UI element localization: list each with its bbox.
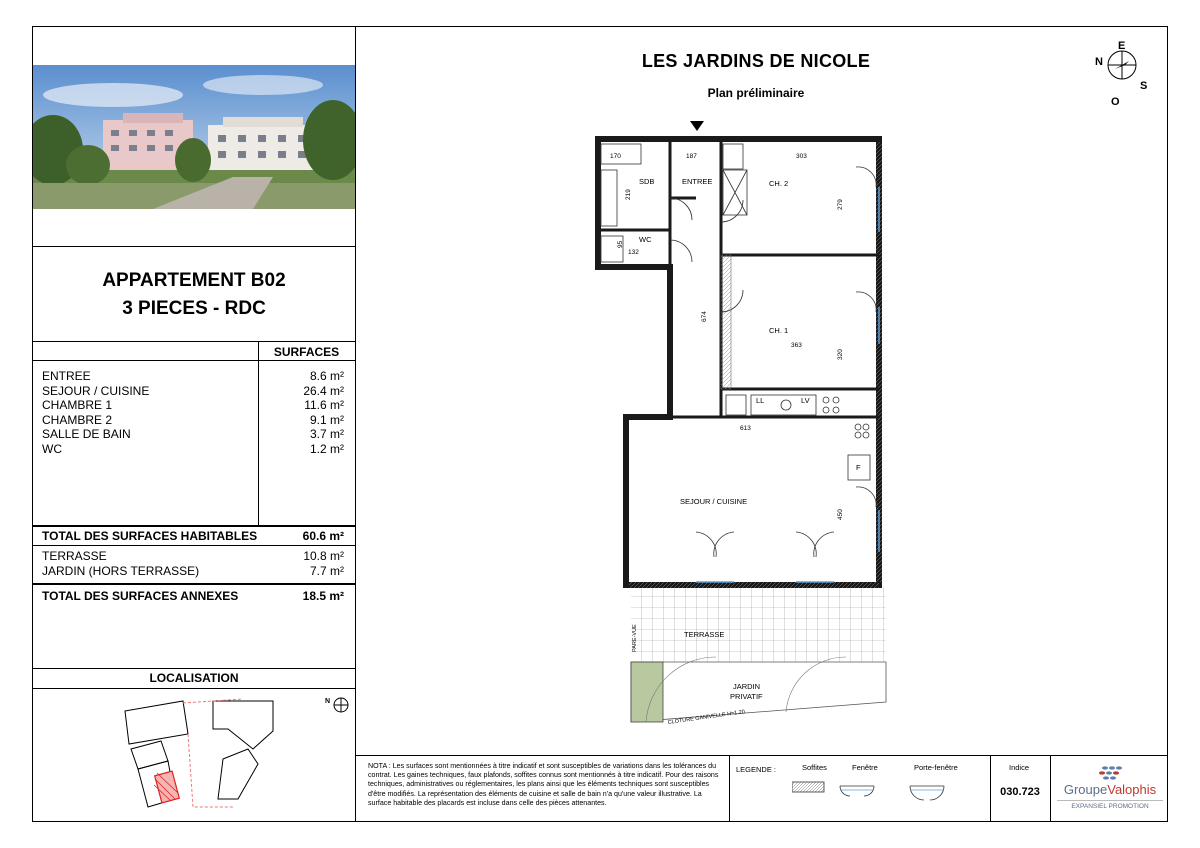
room-label-sejour: SEJOUR / CUISINE xyxy=(680,497,748,506)
room-label-jardin: JARDIN xyxy=(733,682,761,691)
apartment-description: 3 PIECES - RDC xyxy=(122,298,266,319)
list-item: CHAMBRE 1 11.6 m² xyxy=(42,398,344,413)
apartment-title xyxy=(33,267,355,323)
total-annexes: TOTAL DES SURFACES ANNEXES 18.5 m² xyxy=(42,589,344,603)
soffites-symbol xyxy=(792,782,824,792)
legend-soffites: Soffites xyxy=(802,763,827,772)
list-item: SALLE DE BAIN 3.7 m² xyxy=(42,427,344,442)
brand-logo xyxy=(1050,756,1167,822)
legend-footer xyxy=(356,755,1167,821)
dimension-219: 219 xyxy=(625,189,632,200)
room-surfaces-list xyxy=(42,369,344,457)
apartment-location-marker xyxy=(154,771,179,803)
floor-plan-drawing xyxy=(586,112,966,752)
total-habitable: TOTAL DES SURFACES HABITABLES 60.6 m² xyxy=(42,529,344,543)
dimension-187: 187 xyxy=(686,153,697,160)
legend-porte-fenetre: Porte-fenêtre xyxy=(914,763,958,772)
compass-rose xyxy=(1087,37,1157,107)
entrance-arrow-icon xyxy=(690,121,704,131)
cloture-label: CLOTURE GANIVELLE H=1.20 xyxy=(667,709,746,726)
dimension-320: 320 xyxy=(837,349,844,360)
room-label-privatif: PRIVATIF xyxy=(730,692,763,701)
terrace-area xyxy=(631,587,886,662)
annex-surfaces-list xyxy=(42,549,344,578)
indice-value: 030.723 xyxy=(1000,786,1040,798)
fixture-label-f: F xyxy=(856,463,861,472)
list-item: JARDIN (HORS TERRASSE) 7.7 m² xyxy=(42,563,344,578)
brand-subtitle: EXPANSIEL PROMOTION xyxy=(1057,800,1163,810)
room-label-wc: WC xyxy=(639,235,652,244)
apartment-name: APPARTEMENT B02 xyxy=(102,270,286,291)
compass-s: S xyxy=(1140,80,1148,92)
plan-subtitle: Plan préliminaire xyxy=(707,86,805,100)
list-item: WC 1.2 m² xyxy=(42,441,344,456)
list-item: SEJOUR / CUISINE 26.4 m² xyxy=(42,383,344,398)
dimension-279: 279 xyxy=(837,199,844,210)
legend-fenetre: Fenêtre xyxy=(852,763,878,772)
room-label-ch1: CH. 1 xyxy=(769,326,789,335)
legend-label: LEGENDE : xyxy=(736,765,777,774)
pare-vue-label: PARE-VUE xyxy=(632,624,638,652)
legend-box xyxy=(729,756,990,822)
dimension-95: 95 xyxy=(617,240,624,248)
compass-e: E xyxy=(1118,40,1126,52)
list-item: TERRASSE 10.8 m² xyxy=(42,549,344,563)
dimension-363: 363 xyxy=(791,342,802,349)
valophis-logo-icon xyxy=(1095,764,1125,780)
north-label: N xyxy=(325,698,331,705)
floor-plan-panel xyxy=(356,27,1167,821)
room-label-terrasse: TERRASSE xyxy=(684,630,725,639)
localisation-map xyxy=(33,689,355,821)
dimension-613: 613 xyxy=(740,425,751,432)
fixture-label-ll: LL xyxy=(756,396,765,405)
dimension-170: 170 xyxy=(610,153,621,160)
dimension-450: 450 xyxy=(837,509,844,520)
info-panel xyxy=(33,27,356,821)
brand-name: GroupeValophis xyxy=(1063,782,1157,797)
room-label-ch2: CH. 2 xyxy=(769,179,789,188)
list-item: ENTREE 8.6 m² xyxy=(42,369,344,383)
room-label-sdb: SDB xyxy=(639,177,655,186)
room-label-entree: ENTREE xyxy=(682,177,713,186)
localisation-title: LOCALISATION xyxy=(149,671,239,685)
dimension-132: 132 xyxy=(628,249,639,256)
building-render-image xyxy=(33,65,355,209)
project-title: LES JARDINS DE NICOLE xyxy=(641,51,871,71)
list-item: CHAMBRE 2 9.1 m² xyxy=(42,412,344,427)
compass-o: O xyxy=(1111,96,1120,107)
compass-n: N xyxy=(1095,56,1103,68)
indice-label: Indice xyxy=(1009,763,1030,772)
disclaimer-note: NOTA : Les surfaces sont mentionnées à titre indicatif et sont susceptibles de variations dans les tolérances du contrat. Les gaines techniques, faux plafonds, soffites connus sont mentionnés à titre indicatif. Pour des raisons techniques, administratives ou réglementaires, les plans ainsi que les éléments techniques sont susceptibles d'être modifiés. La représentation des éléments de cuisine et salle de bain n'a qu'une valeur illustrative. La surface habitable des placards est incluse dans celle des pièces attenantes. xyxy=(368,762,719,807)
plan-sheet xyxy=(32,26,1168,822)
dimension-303: 303 xyxy=(796,153,807,160)
fixture-label-lv: LV xyxy=(801,396,810,405)
dimension-674: 674 xyxy=(701,311,708,322)
fenetre-symbol xyxy=(840,786,874,796)
surfaces-header: SURFACES xyxy=(273,345,340,359)
porte-fenetre-symbol xyxy=(910,786,944,800)
